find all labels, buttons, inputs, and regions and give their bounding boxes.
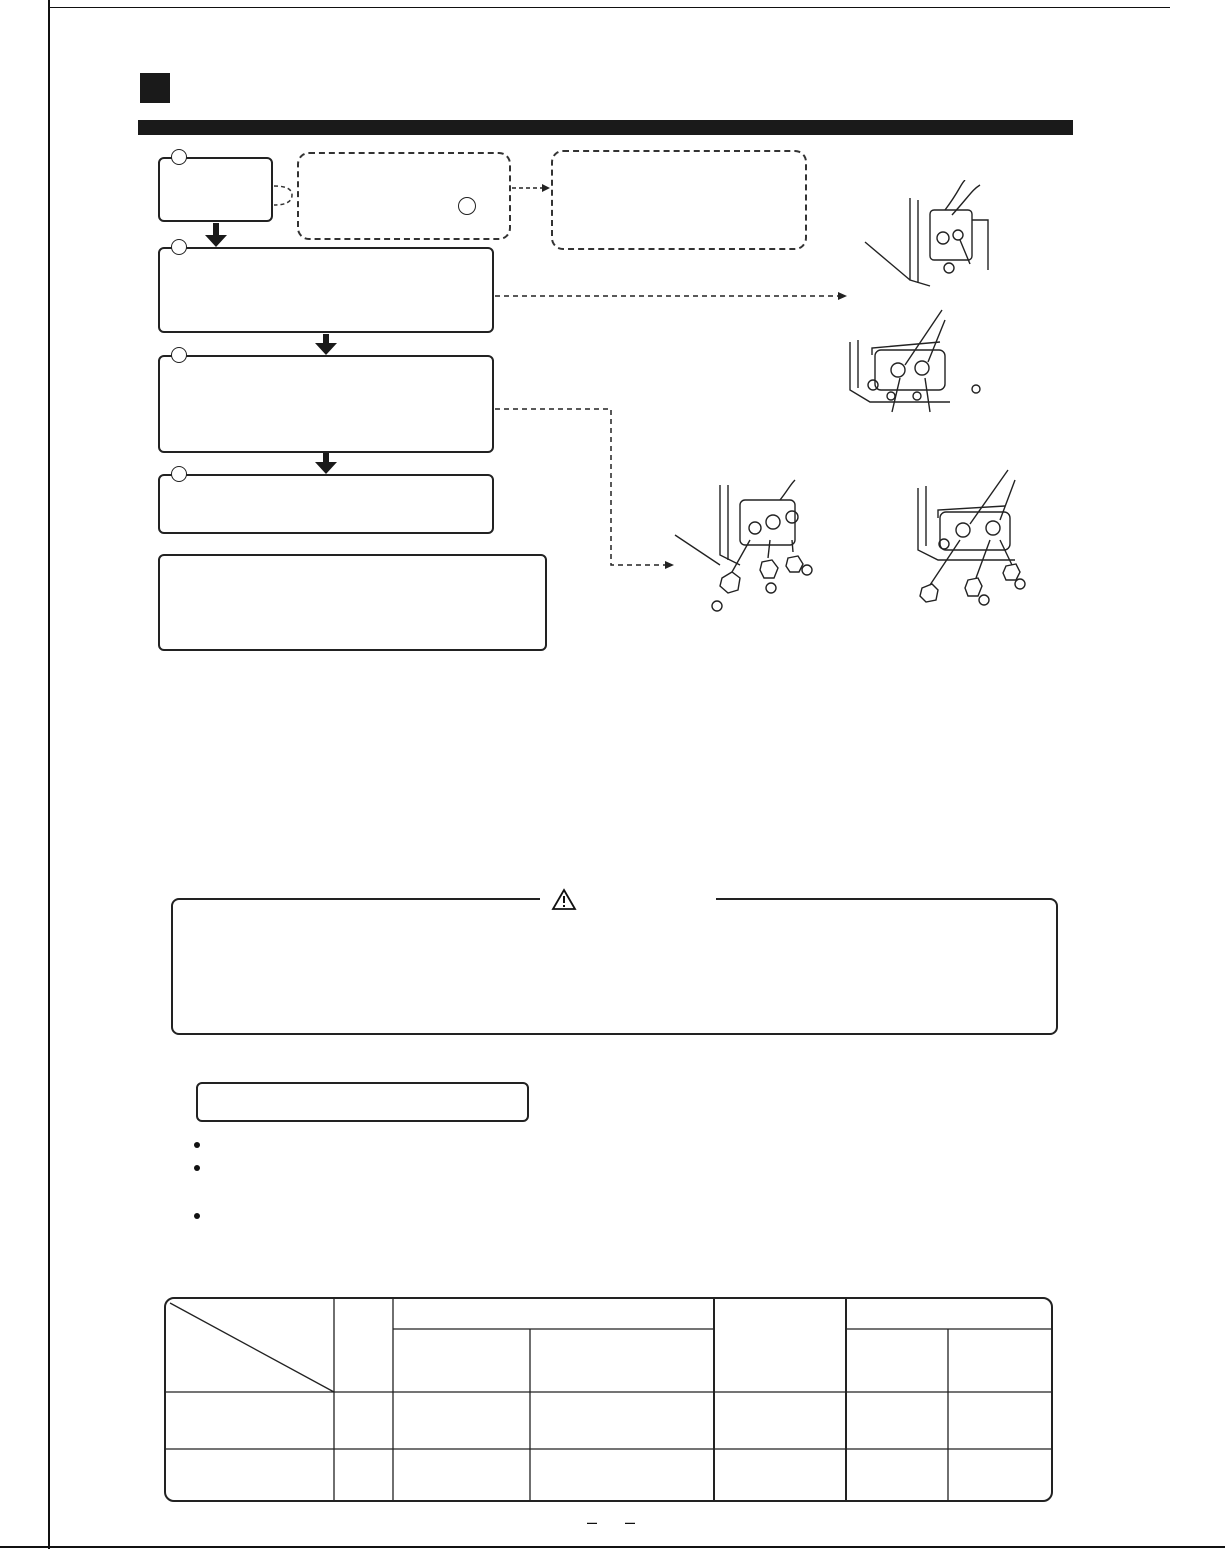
illustration-unit-b xyxy=(850,310,980,412)
spec-table xyxy=(164,1297,1053,1502)
illustration-unit-a xyxy=(865,180,988,286)
bullet-point xyxy=(194,1213,200,1219)
spec-table-grid xyxy=(166,1299,1053,1502)
warning-box xyxy=(171,898,1058,1035)
page-number-right-mark: ‒ xyxy=(625,1512,636,1532)
subsection-label-box xyxy=(196,1082,529,1122)
valve-illustrations xyxy=(660,180,1060,630)
page-number xyxy=(587,1512,639,1532)
page-frame-bottom-rule xyxy=(0,1546,1225,1548)
warning-triangle-icon xyxy=(551,888,577,912)
illustration-unit-c xyxy=(675,480,812,611)
illustration-unit-d xyxy=(918,470,1025,605)
page-number-left-mark: ‒ xyxy=(587,1512,598,1532)
bullet-point xyxy=(194,1142,200,1148)
bullet-point xyxy=(194,1165,200,1171)
